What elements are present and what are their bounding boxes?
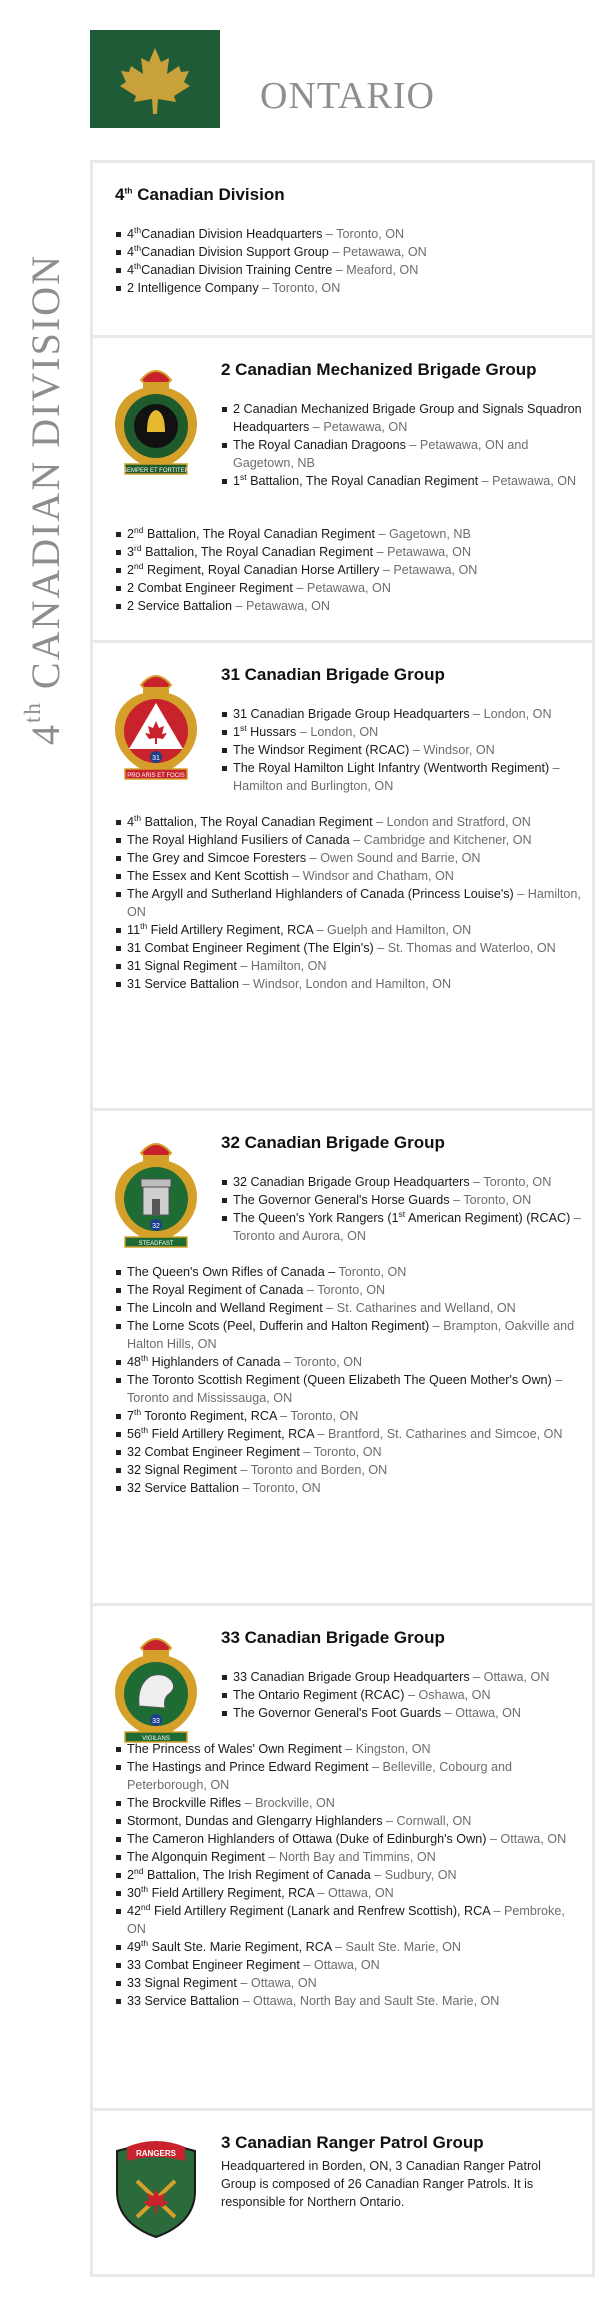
brigade-32-heading: 32 Canadian Brigade Group [221, 1133, 445, 1152]
list-item: 2 Canadian Mechanized Brigade Group and Signals Squadron Headquarters – Petawawa, ON [221, 400, 584, 436]
list-item: 2nd Battalion, The Royal Canadian Regiment – Gagetown, NB [115, 525, 582, 543]
brigade-2-unit-list-top [221, 400, 584, 490]
list-item: The Lorne Scots (Peel, Dufferin and Halton Regiment) – Brampton, Oakville and Halton Hills, ON [115, 1317, 582, 1353]
svg-text:31: 31 [152, 755, 160, 762]
list-item: The Essex and Kent Scottish – Windsor and Chatham, ON [115, 867, 582, 885]
division-vertical-title: 4th CANADIAN DIVISION [20, 254, 68, 745]
list-item: 49th Sault Ste. Marie Regiment, RCA – Sault Ste. Marie, ON [115, 1938, 582, 1956]
list-item: 7th Toronto Regiment, RCA – Toronto, ON [115, 1407, 582, 1425]
list-item: The Royal Hamilton Light Infantry (Wentworth Regiment) – Hamilton and Burlington, ON [221, 759, 584, 795]
brigade-31-badge [107, 665, 205, 783]
svg-text:32: 32 [152, 1223, 160, 1230]
list-item: 32 Service Battalion – Toronto, ON [115, 1479, 582, 1497]
list-item: The Grey and Simcoe Foresters – Owen Sound and Barrie, ON [115, 849, 582, 867]
brigade-32-unit-list [115, 1263, 582, 1497]
list-item: 4thCanadian Division Headquarters – Toronto, ON [115, 225, 582, 243]
svg-text:RANGERS: RANGERS [135, 2149, 177, 2158]
brigade-32-unit-list-top [221, 1173, 584, 1245]
list-item: 4th Battalion, The Royal Canadian Regiment – London and Stratford, ON [115, 813, 582, 831]
list-item: The Argyll and Sutherland Highlanders of Canada (Princess Louise's) – Hamilton, ON [115, 885, 582, 921]
division-unit-list [115, 225, 582, 297]
list-item: 33 Signal Regiment – Ottawa, ON [115, 1974, 582, 1992]
brigade-33-heading: 33 Canadian Brigade Group [221, 1628, 445, 1647]
brigade-2-heading: 2 Canadian Mechanized Brigade Group [221, 360, 537, 379]
crest-badge-icon [107, 1133, 205, 1251]
svg-text:VIGILANS: VIGILANS [142, 1736, 170, 1742]
ranger-shield-icon [107, 2133, 205, 2243]
list-item: The Governor General's Foot Guards – Ottawa, ON [221, 1704, 584, 1722]
ranger-badge [107, 2133, 205, 2243]
list-item: 3rd Battalion, The Royal Canadian Regiment – Petawawa, ON [115, 543, 582, 561]
list-item: 2 Intelligence Company – Toronto, ON [115, 279, 582, 297]
ranger-heading: 3 Canadian Ranger Patrol Group [221, 2133, 484, 2152]
list-item: The Cameron Highlanders of Ottawa (Duke of Edinburgh's Own) – Ottawa, ON [115, 1830, 582, 1848]
list-item: 31 Canadian Brigade Group Headquarters – London, ON [221, 705, 584, 723]
list-item: 11th Field Artillery Regiment, RCA – Guelph and Hamilton, ON [115, 921, 582, 939]
brigade-33-unit-list [115, 1740, 582, 2010]
list-item: The Royal Canadian Dragoons – Petawawa, ON and Gagetown, NB [221, 436, 584, 472]
brigade-2-unit-list [115, 525, 582, 615]
brigade-31-section [93, 640, 592, 1111]
list-item: The Lincoln and Welland Regiment – St. Catharines and Welland, ON [115, 1299, 582, 1317]
crest-badge-icon [107, 360, 205, 478]
list-item: The Toronto Scottish Regiment (Queen Elizabeth The Queen Mother's Own) – Toronto and Mississauga, ON [115, 1371, 582, 1407]
list-item: 1st Battalion, The Royal Canadian Regiment – Petawawa, ON [221, 472, 584, 490]
list-item: 31 Service Battalion – Windsor, London and Hamilton, ON [115, 975, 582, 993]
list-item: The Queen's York Rangers (1st American Regiment) (RCAC) – Toronto and Aurora, ON [221, 1209, 584, 1245]
list-item: 31 Combat Engineer Regiment (The Elgin's) – St. Thomas and Waterloo, ON [115, 939, 582, 957]
list-item: 33 Canadian Brigade Group Headquarters – Ottawa, ON [221, 1668, 584, 1686]
list-item: 32 Canadian Brigade Group Headquarters – Toronto, ON [221, 1173, 584, 1191]
list-item: 33 Combat Engineer Regiment – Ottawa, ON [115, 1956, 582, 1974]
division-section [93, 163, 592, 335]
list-item: 56th Field Artillery Regiment, RCA – Brantford, St. Catharines and Simcoe, ON [115, 1425, 582, 1443]
brigade-31-heading: 31 Canadian Brigade Group [221, 665, 445, 684]
list-item: 31 Signal Regiment – Hamilton, ON [115, 957, 582, 975]
svg-text:33: 33 [152, 1718, 160, 1725]
list-item: The Brockville Rifles – Brockville, ON [115, 1794, 582, 1812]
division-heading: 4th Canadian Division [115, 185, 285, 204]
list-item: 48th Highlanders of Canada – Toronto, ON [115, 1353, 582, 1371]
list-item: 2 Service Battalion – Petawawa, ON [115, 597, 582, 615]
list-item: Stormont, Dundas and Glengarry Highlanders – Cornwall, ON [115, 1812, 582, 1830]
list-item: The Ontario Regiment (RCAC) – Oshawa, ON [221, 1686, 584, 1704]
list-item: 4thCanadian Division Support Group – Petawawa, ON [115, 243, 582, 261]
list-item: The Hastings and Prince Edward Regiment – Belleville, Cobourg and Peterborough, ON [115, 1758, 582, 1794]
list-item: 32 Combat Engineer Regiment – Toronto, ON [115, 1443, 582, 1461]
list-item: 2nd Regiment, Royal Canadian Horse Artillery – Petawawa, ON [115, 561, 582, 579]
svg-text:SEMPER ET FORTITER: SEMPER ET FORTITER [122, 468, 190, 474]
list-item: The Princess of Wales' Own Regiment – Kingston, ON [115, 1740, 582, 1758]
province-title: ONTARIO [260, 75, 435, 117]
brigade-33-section [93, 1603, 592, 2111]
list-item: 2nd Battalion, The Irish Regiment of Canada – Sudbury, ON [115, 1866, 582, 1884]
list-item: The Royal Highland Fusiliers of Canada – Cambridge and Kitchener, ON [115, 831, 582, 849]
brigade-2-badge [107, 360, 205, 478]
list-item: 33 Service Battalion – Ottawa, North Bay and Sault Ste. Marie, ON [115, 1992, 582, 2010]
list-item: 2 Combat Engineer Regiment – Petawawa, ON [115, 579, 582, 597]
list-item: The Windsor Regiment (RCAC) – Windsor, ON [221, 741, 584, 759]
list-item: 30th Field Artillery Regiment, RCA – Ottawa, ON [115, 1884, 582, 1902]
brigade-2-section [93, 335, 592, 643]
brigade-32-section [93, 1108, 592, 1606]
list-item: 4thCanadian Division Training Centre – Meaford, ON [115, 261, 582, 279]
maple-leaf-icon [90, 30, 220, 128]
svg-text:STEADFAST: STEADFAST [138, 1241, 174, 1247]
svg-text:PRO ARIS ET FOCIS: PRO ARIS ET FOCIS [127, 773, 185, 779]
brigade-31-unit-list-top [221, 705, 584, 795]
list-item: 42nd Field Artillery Regiment (Lanark and Renfrew Scottish), RCA – Pembroke, ON [115, 1902, 582, 1938]
list-item: 32 Signal Regiment – Toronto and Borden, ON [115, 1461, 582, 1479]
ranger-section [93, 2108, 592, 2280]
list-item: The Governor General's Horse Guards – Toronto, ON [221, 1191, 584, 1209]
list-item: The Queen's Own Rifles of Canada – Toronto, ON [115, 1263, 582, 1281]
brigade-31-unit-list [115, 813, 582, 993]
list-item: The Algonquin Regiment – North Bay and Timmins, ON [115, 1848, 582, 1866]
ranger-description: Headquartered in Borden, ON, 3 Canadian Ranger Patrol Group is composed of 26 Canadian Ranger Patrols. It is responsible for Northern Ontario. [221, 2159, 541, 2209]
brigade-32-badge [107, 1133, 205, 1251]
crest-badge-icon [107, 665, 205, 783]
brigade-33-unit-list-top [221, 1668, 584, 1722]
crest-badge-icon [107, 1628, 205, 1746]
list-item: 1st Hussars – London, ON [221, 723, 584, 741]
brigade-33-badge [107, 1628, 205, 1746]
formations-panel [90, 160, 595, 2277]
list-item: The Royal Regiment of Canada – Toronto, ON [115, 1281, 582, 1299]
ontario-flag [90, 30, 220, 128]
